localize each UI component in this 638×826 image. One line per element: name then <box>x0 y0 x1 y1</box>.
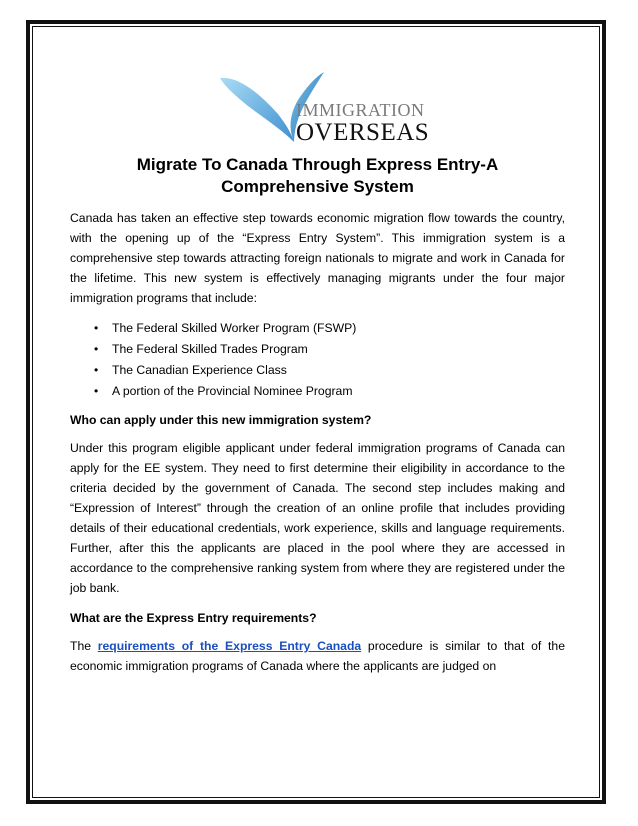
logo-text-immigration: IMMIGRATION <box>296 100 425 120</box>
document-body <box>70 40 565 686</box>
requirements-link[interactable]: requirements of the Express Entry Canada <box>97 639 362 653</box>
requirements-suffix: procedure is similar to that of the economic immigration programs of Canada where the applicants are judged on <box>70 639 565 673</box>
logo-text-overseas: OVERSEAS <box>296 119 430 146</box>
list-item-text: A portion of the Provincial Nominee Program <box>112 384 353 398</box>
section-heading-requirements: What are the Express Entry requirements? <box>70 611 317 625</box>
bullet-icon: • <box>94 342 99 356</box>
section-body-who-can-apply: Under this program eligible applicant under federal immigration programs of Canada can apply for the EE system. They need to first determine their eligibility in accordance to the criteria decided by the government of Canada. The second step includes making and “Expression of Interest” through the creation of an online profile that includes providing details of their educational credentials, work experience, skills and language requirements. Further, after this the applicants are placed in the pool where they are accessed in accordance to the comprehensive ranking system from where they are registered under the job bank. <box>70 441 565 595</box>
bullet-icon: • <box>94 363 99 377</box>
title-line-2: Comprehensive System <box>221 177 414 196</box>
company-logo <box>70 40 565 152</box>
list-item <box>94 339 565 360</box>
requirements-prefix: The <box>70 639 98 653</box>
section-body-requirements <box>70 636 565 676</box>
section-heading-who-can-apply: Who can apply under this new immigration system? <box>70 413 372 427</box>
list-item <box>94 381 565 402</box>
list-item-text: The Canadian Experience Class <box>112 363 287 377</box>
document-title <box>70 154 565 198</box>
bullet-icon: • <box>94 384 99 398</box>
list-item-text: The Federal Skilled Worker Program (FSWP) <box>112 321 357 335</box>
intro-paragraph: Canada has taken an effective step towards economic migration flow towards the country, with the opening up of the “Express Entry System”. This immigration system is a comprehensive step towards attracting foreign nationals to migrate and work in Canada for the lifetime. This new system is effectively managing migrants under the four major immigration programs that include: <box>70 211 565 305</box>
list-item <box>94 318 565 339</box>
title-line-1: Migrate To Canada Through Express Entry-A <box>136 155 499 174</box>
programs-list <box>70 318 565 402</box>
list-item <box>94 360 565 381</box>
list-item-text: The Federal Skilled Trades Program <box>112 342 308 356</box>
bullet-icon: • <box>94 321 99 335</box>
